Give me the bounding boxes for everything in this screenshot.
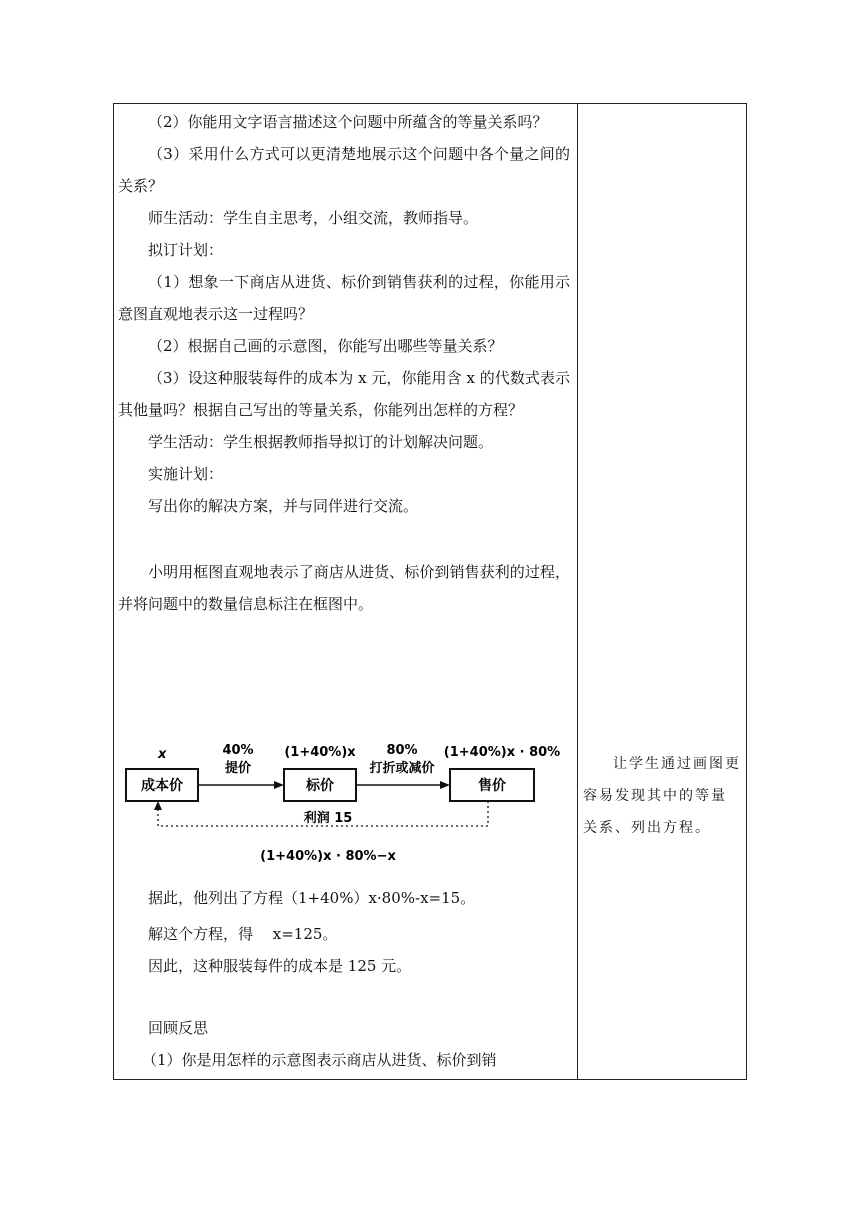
solve-text: 解这个方程，得 x=125。 bbox=[148, 925, 338, 943]
label-80: 80% bbox=[386, 743, 418, 758]
label-sale-expr: (1+40%)x · 80% bbox=[443, 745, 561, 760]
main-column-lower bbox=[118, 882, 570, 1076]
side-note-text: 让学生通过画图更容易发现其中的等量关系、列出方程。 bbox=[583, 756, 741, 836]
question-2: （2）你能用文字语言描述这个问题中所蕴含的等量关系吗？ bbox=[148, 113, 548, 131]
box-marked-label: 标价 bbox=[306, 778, 334, 794]
side-note bbox=[583, 748, 741, 844]
review-question-1: （1）你是用怎样的示意图表示商店从进货、标价到销 bbox=[142, 1051, 497, 1069]
plan-step-2: （2）根据自己画的示意图，你能写出哪些等量关系？ bbox=[148, 337, 503, 355]
label-profit: 利润 15 bbox=[303, 811, 353, 826]
plan-step-1: （1）想象一下商店从进货、标价到销售获利的过程，你能用示意图直观地表示这一过程吗？ bbox=[118, 273, 570, 323]
label-markup: 提价 bbox=[224, 761, 252, 776]
review-title: 回顾反思 bbox=[148, 1019, 209, 1037]
column-divider bbox=[577, 103, 578, 1080]
label-40: 40% bbox=[222, 743, 254, 758]
question-3: （3）采用什么方式可以更清楚地展示这个问题中各个量之间的关系？ bbox=[118, 145, 570, 195]
main-column bbox=[118, 106, 570, 620]
plan-title: 拟订计划： bbox=[148, 241, 224, 259]
conclusion-text: 因此，这种服装每件的成本是 125 元。 bbox=[148, 957, 412, 975]
box-sale-label: 售价 bbox=[478, 778, 506, 794]
equation-text: 据此，他列出了方程（1+40%）x·80%-x=15。 bbox=[148, 889, 476, 907]
implement-text: 写出你的解决方案，并与同伴进行交流。 bbox=[148, 497, 419, 515]
label-marked-expr: (1+40%)x bbox=[284, 745, 356, 760]
box-cost-label: 成本价 bbox=[141, 778, 183, 794]
flow-diagram bbox=[118, 738, 570, 868]
label-discount: 打折或减价 bbox=[369, 761, 435, 776]
plan-step-3: （3）设这种服装每件的成本为 x 元，你能用含 x 的代数式表示其他量吗？根据自己写出的等量关系，你能列出怎样的方程？ bbox=[118, 369, 570, 419]
arrow-head-3 bbox=[154, 801, 162, 810]
label-profit-expr: (1+40%)x · 80%−x bbox=[260, 849, 396, 864]
teacher-activity: 师生活动：学生自主思考，小组交流，教师指导。 bbox=[148, 209, 479, 227]
student-activity: 学生活动：学生根据教师指导拟订的计划解决问题。 bbox=[148, 433, 494, 451]
arrow-head-2 bbox=[440, 781, 450, 789]
implement-title: 实施计划： bbox=[148, 465, 224, 483]
arrow-head-1 bbox=[274, 781, 284, 789]
xiaoming-text: 小明用框图直观地表示了商店从进货、标价到销售获利的过程，并将问题中的数量信息标注在框图中。 bbox=[118, 563, 570, 613]
label-x: x bbox=[158, 747, 167, 762]
